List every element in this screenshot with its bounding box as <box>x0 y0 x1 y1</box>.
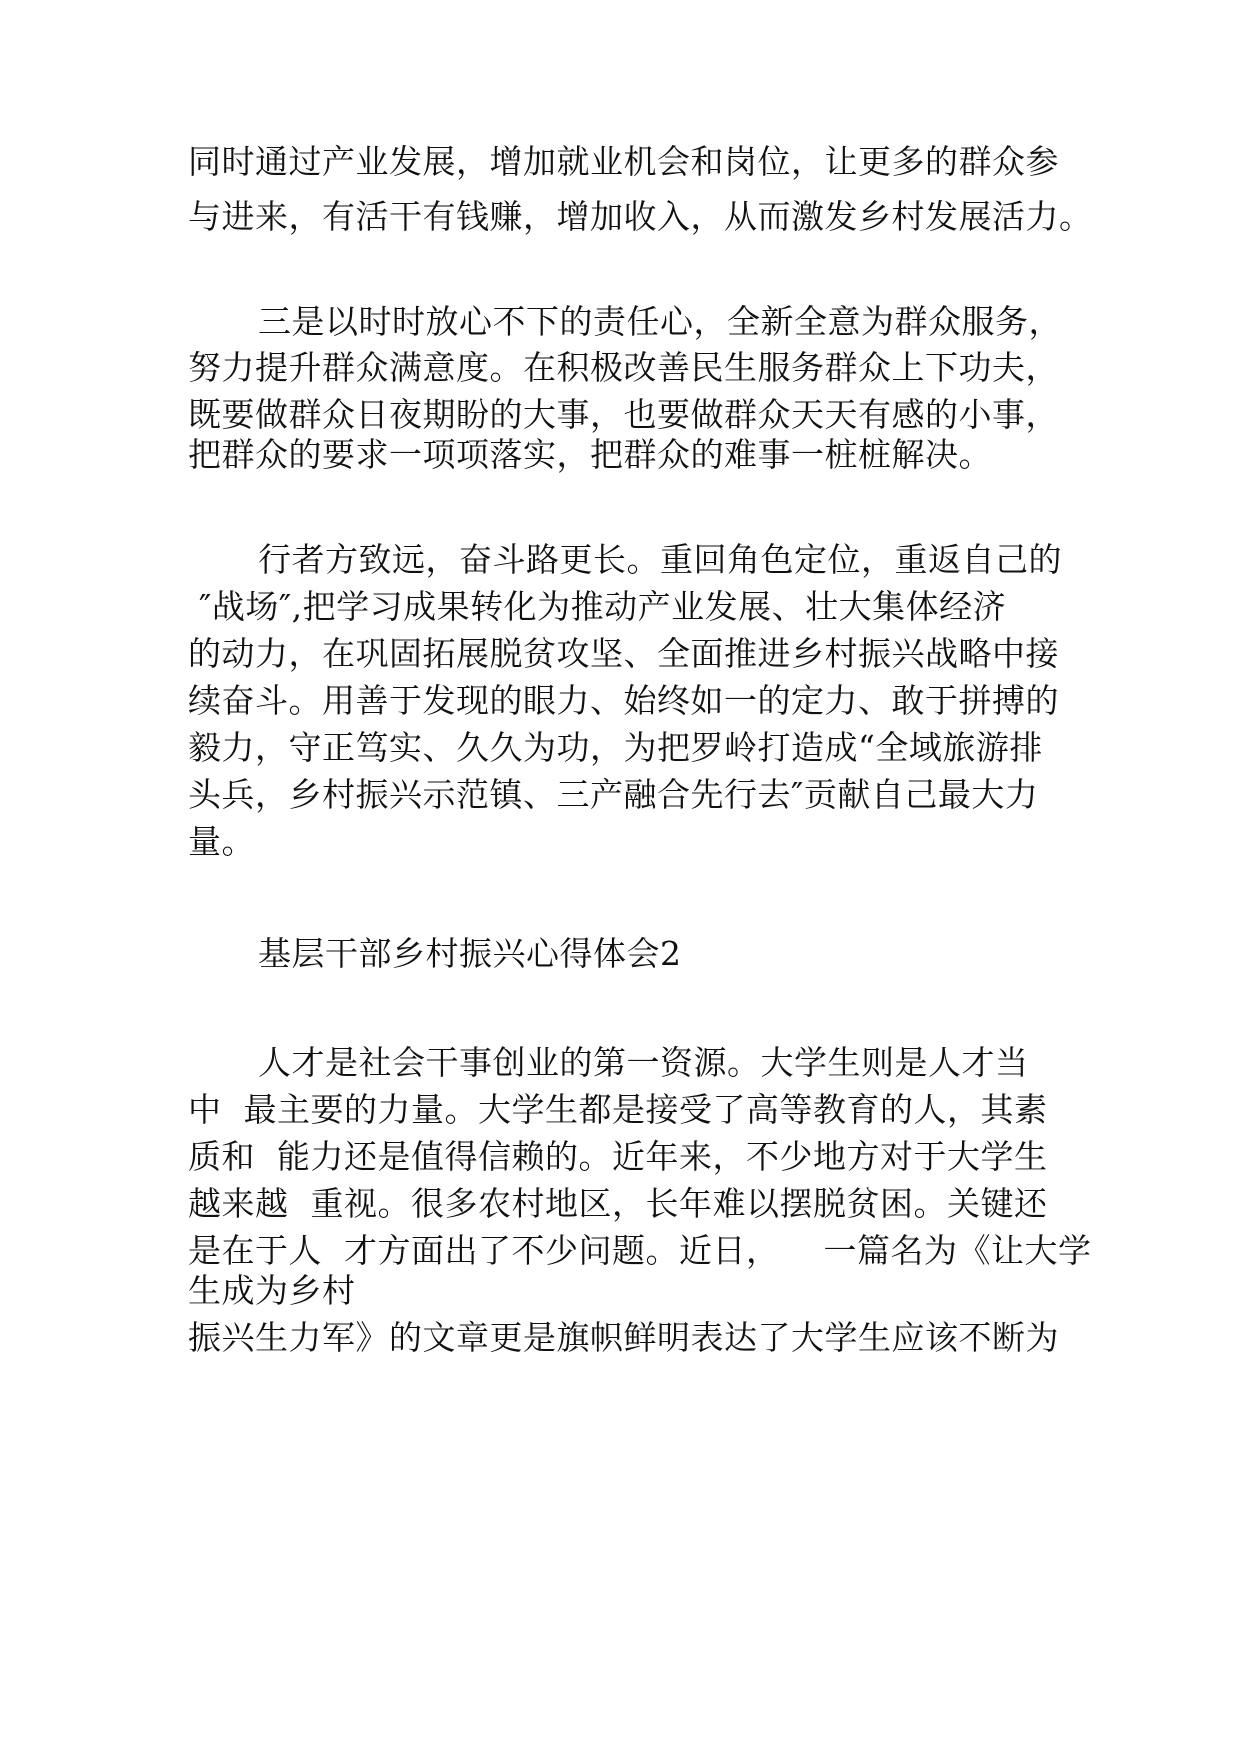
paragraph-3-line-3: 的动力，在巩固拓展脱贫攻坚、全面推进乡村振兴战略中接 <box>188 634 1059 673</box>
paragraph-4-line-6: 生成为乡村 <box>188 1271 356 1310</box>
paragraph-3-line-1: 行者方致远，奋斗路更长。重回角色定位，重返自己的 <box>258 540 1062 579</box>
paragraph-2-line-4: 把群众的要求一项项落实，把群众的难事一桩桩解决。 <box>188 435 992 474</box>
paragraph-3-line-6: 头兵，乡村振兴示范镇、三产融合先行去″贡献自己最大力 <box>188 775 1039 814</box>
paragraph-3-line-7: 量。 <box>188 822 255 861</box>
paragraph-4-line-4: 越来越 重视。很多农村地区，长年难以摆脱贫困。关键还 <box>188 1184 1048 1223</box>
paragraph-4-line-5: 是在于人 才方面出了不少问题。近日， 一篇名为《让大学 <box>188 1231 1092 1270</box>
paragraph-4-line-2: 中 最主要的力量。大学生都是接受了高等教育的人，其素 <box>188 1090 1048 1129</box>
paragraph-2-line-3: 既要做群众日夜期盼的大事，也要做群众天天有感的小事， <box>188 395 1059 434</box>
paragraph-1-line-2: 与进来，有活干有钱赚，增加收入，从而激发乡村发展活力。 <box>188 197 1093 236</box>
paragraph-2-line-1: 三是以时时放心不下的责任心，全新全意为群众服务， <box>258 302 1062 341</box>
paragraph-3-line-5: 毅力，守正笃实、久久为功，为把罗岭打造成“全域旅游排 <box>188 728 1043 767</box>
paragraph-4-line-7: 振兴生力军》的文章更是旗帜鲜明表达了大学生应该不断为 <box>188 1318 1059 1357</box>
paragraph-2-line-2: 努力提升群众满意度。在积极改善民生服务群众上下功夫， <box>188 348 1059 387</box>
paragraph-3-line-4: 续奋斗。用善于发现的眼力、始终如一的定力、敢于拼搏的 <box>188 681 1059 720</box>
paragraph-1-line-1: 同时通过产业发展，增加就业机会和岗位，让更多的群众参 <box>188 142 1059 181</box>
paragraph-3-line-2: ″战场″,把学习成果转化为推动产业发展、壮大集体经济 <box>188 587 1007 626</box>
section-heading: 基层干部乡村振兴心得体会2 <box>258 934 682 973</box>
paragraph-4-line-3: 质和 能力还是值得信赖的。近年来，不少地方对于大学生 <box>188 1137 1048 1176</box>
paragraph-4-line-1: 人才是社会干事创业的第一资源。大学生则是人才当 <box>258 1043 1029 1082</box>
